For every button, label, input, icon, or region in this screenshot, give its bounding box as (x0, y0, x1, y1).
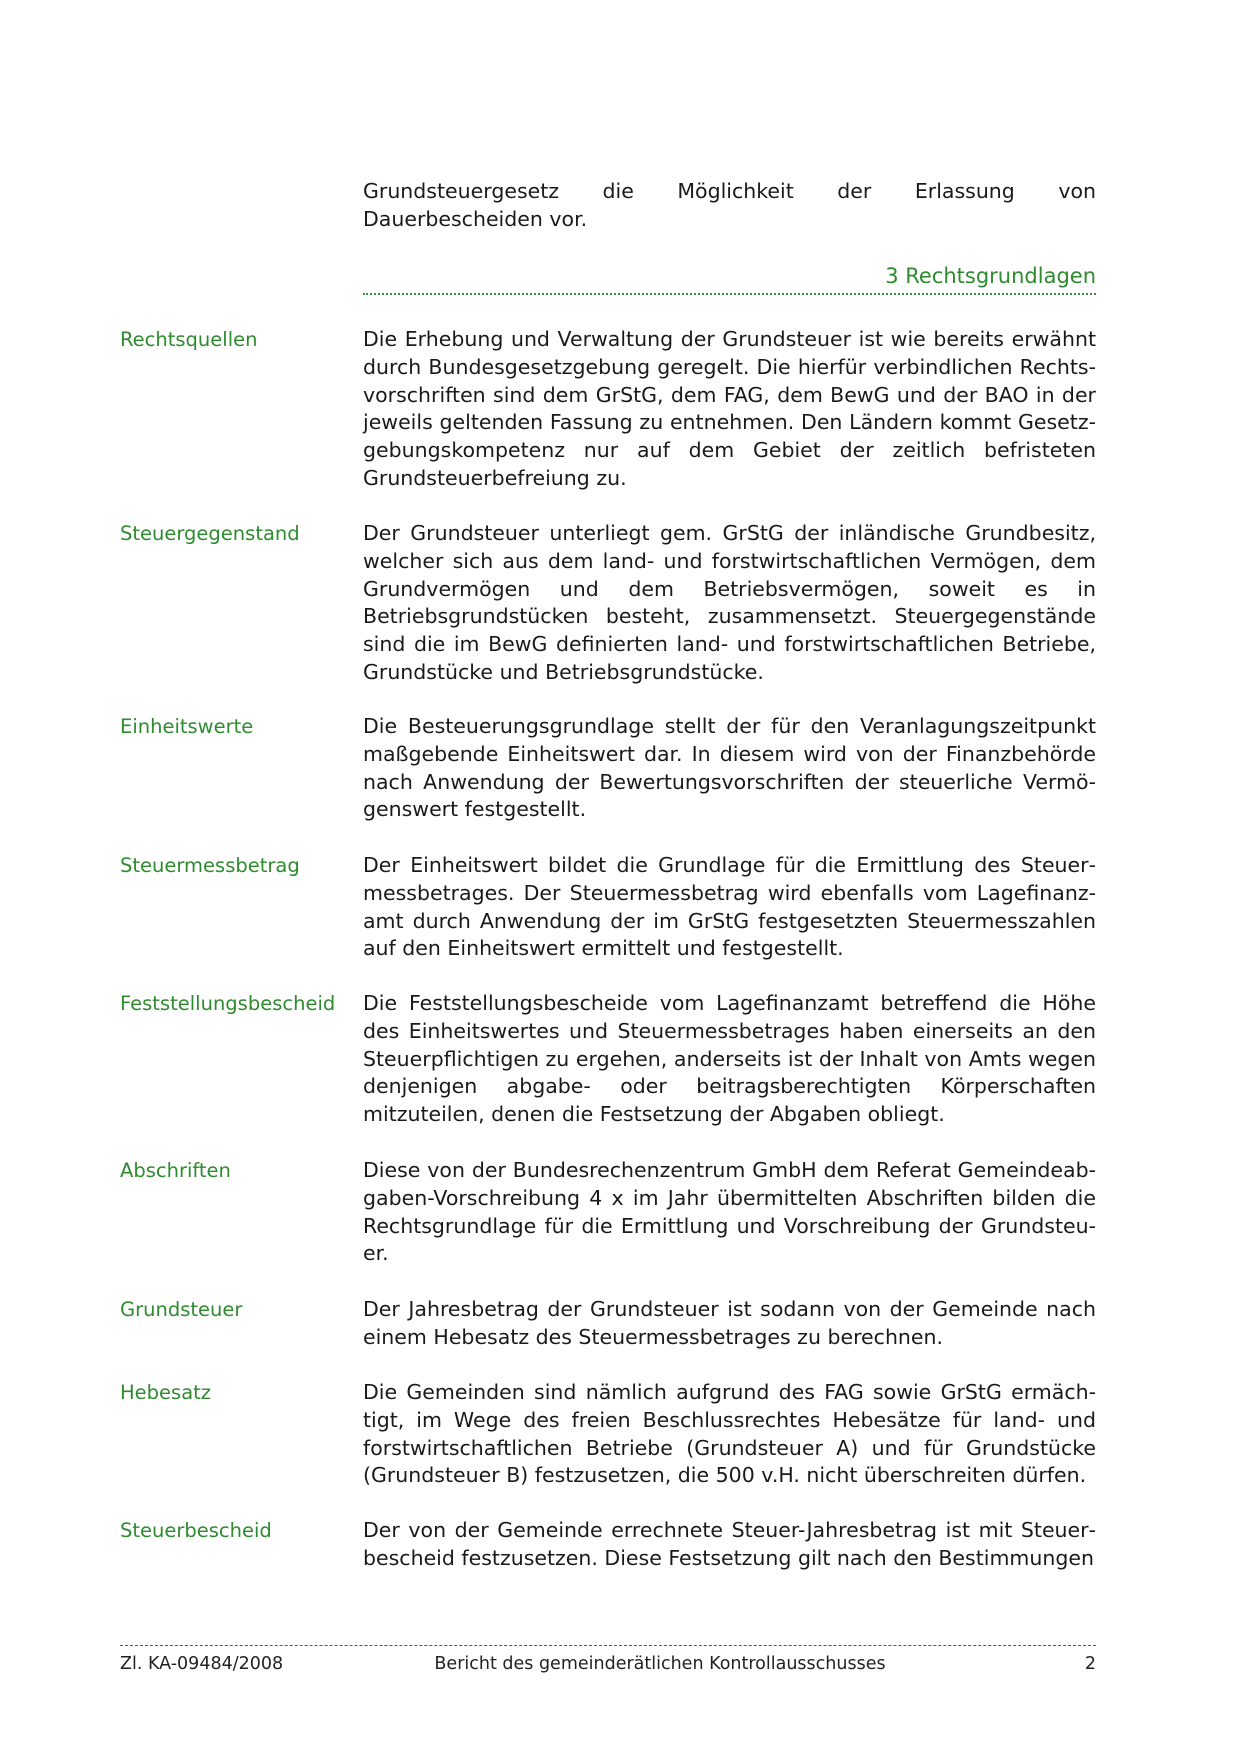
margin-label: Feststellungsbescheid (120, 992, 336, 1015)
footer-reference: Zl. KA-09484/2008 (120, 1654, 284, 1674)
margin-label: Steuergegenstand (120, 522, 300, 545)
paragraph: Der Einheitswert bildet die Grundlage für die Ermittlung des Steuermessbetrages. Der Steuermessbetrag wird ebenfalls vom Lagefinanzamt durch Anwendung der im GrStG festgesetzten Steuermesszahlen auf den Einheitswert ermittelt und festgestellt. (363, 853, 1096, 961)
margin-label: Abschriften (120, 1159, 231, 1182)
paragraph: Die Gemeinden sind nämlich aufgrund des FAG sowie GrStG ermächtigt, im Wege des freien Beschlussrechtes Hebesätze für land- und forstwirtschaftlichen Betriebe (Grundsteuer A) und für Grundstücke (Grundsteuer B) festzusetzen, die 500 v.H. nicht überschreiten dürfen. (363, 1380, 1096, 1488)
margin-label: Steuermessbetrag (120, 854, 300, 877)
footer-title: Bericht des gemeinderätlichen Kontrollausschusses (434, 1654, 886, 1674)
section-heading: 3 Rechtsgrundlagen (885, 264, 1096, 288)
paragraph: Der von der Gemeinde errechnete Steuer-Jahresbetrag ist mit Steuerbescheid festzusetzen. Diese Festsetzung gilt nach den Bestimmungen (363, 1518, 1096, 1570)
paragraph: Der Grundsteuer unterliegt gem. GrStG der inländische Grundbesitz, welcher sich aus dem land- und forstwirtschaftlichen Vermögen, dem Grundvermögen und dem Betriebsvermögen, soweit es in Betriebsgrundstücken besteht, zusammensetzt. Steuergegenstände sind die im BewG definierten land- und forstwirtschaftlichen Betriebe, Grundstücke und Betriebsgrundstücke. (363, 521, 1096, 684)
margin-label: Rechtsquellen (120, 328, 258, 351)
paragraph: Der Jahresbetrag der Grundsteuer ist sodann von der Gemeinde nach einem Hebesatz des Steuermessbetrages zu berechnen. (363, 1297, 1096, 1349)
margin-label: Hebesatz (120, 1381, 212, 1404)
footer-divider (120, 1645, 1096, 1646)
section-divider (363, 293, 1096, 295)
paragraph: Die Feststellungsbescheide vom Lagefinanzamt betreffend die Höhe des Einheitswertes und Steuermessbetrages haben einerseits an den Steuerpflichtigen zu ergehen, anderseits ist der Inhalt von Amts wegen denjenigen abgabe- oder beitragsberechtigten Körperschaften mitzuteilen, denen die Festsetzung der Abgaben obliegt. (363, 991, 1096, 1127)
paragraph: Diese von der Bundesrechenzentrum GmbH dem Referat Gemeindeabgaben-Vorschreibung 4 x im Jahr übermittelten Abschriften bilden die Rechtsgrundlage für die Ermittlung und Vorschreibung der Grundsteuer. (363, 1158, 1096, 1266)
page-number: 2 (1084, 1654, 1096, 1674)
intro-paragraph: Grundsteuergesetz die Möglichkeit der Erlassung von Dauerbescheiden vor. (363, 179, 1096, 231)
paragraph: Die Besteuerungsgrundlage stellt der für den Veranlagungszeitpunkt maßgebende Einheitswert dar. In diesem wird von der Finanzbehörde nach Anwendung der Bewertungsvorschriften der steuerliche Vermögenswert festgestellt. (363, 714, 1096, 822)
margin-label: Grundsteuer (120, 1298, 243, 1321)
margin-label: Steuerbescheid (120, 1519, 272, 1542)
margin-label: Einheitswerte (120, 715, 254, 738)
paragraph: Die Erhebung und Verwaltung der Grundsteuer ist wie bereits erwähnt durch Bundesgesetzgebung geregelt. Die hierfür verbindlichen Rechtsvorschriften sind dem GrStG, dem FAG, dem BewG und der BAO in der jeweils geltenden Fassung zu entnehmen. Den Ländern kommt Gesetzgebungskompetenz nur auf dem Gebiet der zeitlich befristeten Grundsteuerbefreiung zu. (363, 327, 1096, 490)
